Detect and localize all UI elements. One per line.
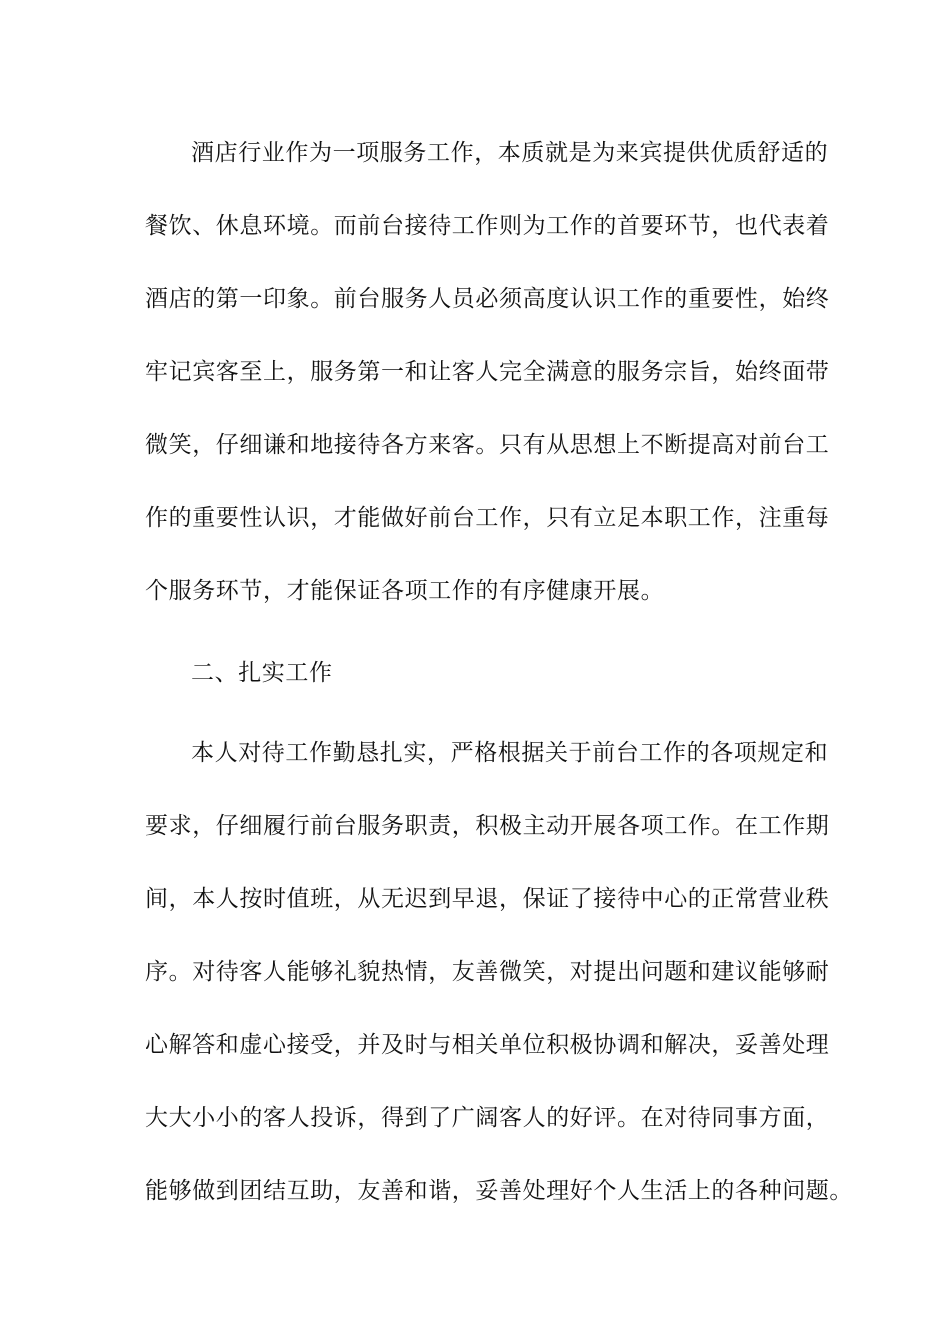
section-heading: 二、扎实工作	[191, 660, 333, 686]
paragraph-2-line-1: 本人对待工作勤恳扎实，严格根据关于前台工作的各项规定和	[191, 740, 829, 766]
paragraph-1-line-6: 作的重要性认识，才能做好前台工作，只有立足本职工作，注重每	[145, 505, 830, 531]
paragraph-1-line-7: 个服务环节，才能保证各项工作的有序健康开展。	[145, 578, 665, 604]
paragraph-1-line-1: 酒店行业作为一项服务工作，本质就是为来宾提供优质舒适的	[191, 140, 829, 166]
paragraph-2-line-5: 心解答和虚心接受，并及时与相关单位积极协调和解决，妥善处理	[145, 1032, 830, 1058]
paragraph-2-line-7: 能够做到团结互助，友善和谐，妥善处理好个人生活上的各种问题。	[145, 1178, 853, 1204]
paragraph-1-line-2: 餐饮、休息环境。而前台接待工作则为工作的首要环节，也代表着	[145, 213, 830, 239]
paragraph-1-line-4: 牢记宾客至上，服务第一和让客人完全满意的服务宗旨，始终面带	[145, 359, 830, 385]
paragraph-2-line-3: 间，本人按时值班，从无迟到早退，保证了接待中心的正常营业秩	[145, 886, 830, 912]
paragraph-1-line-5: 微笑，仔细谦和地接待各方来客。只有从思想上不断提高对前台工	[145, 432, 830, 458]
paragraph-1-line-3: 酒店的第一印象。前台服务人员必须高度认识工作的重要性，始终	[145, 286, 830, 312]
paragraph-2-line-6: 大大小小的客人投诉，得到了广阔客人的好评。在对待同事方面，	[145, 1105, 830, 1131]
paragraph-2-line-4: 序。对待客人能够礼貌热情，友善微笑，对提出问题和建议能够耐	[145, 959, 830, 985]
paragraph-2-line-2: 要求，仔细履行前台服务职责，积极主动开展各项工作。在工作期	[145, 813, 830, 839]
